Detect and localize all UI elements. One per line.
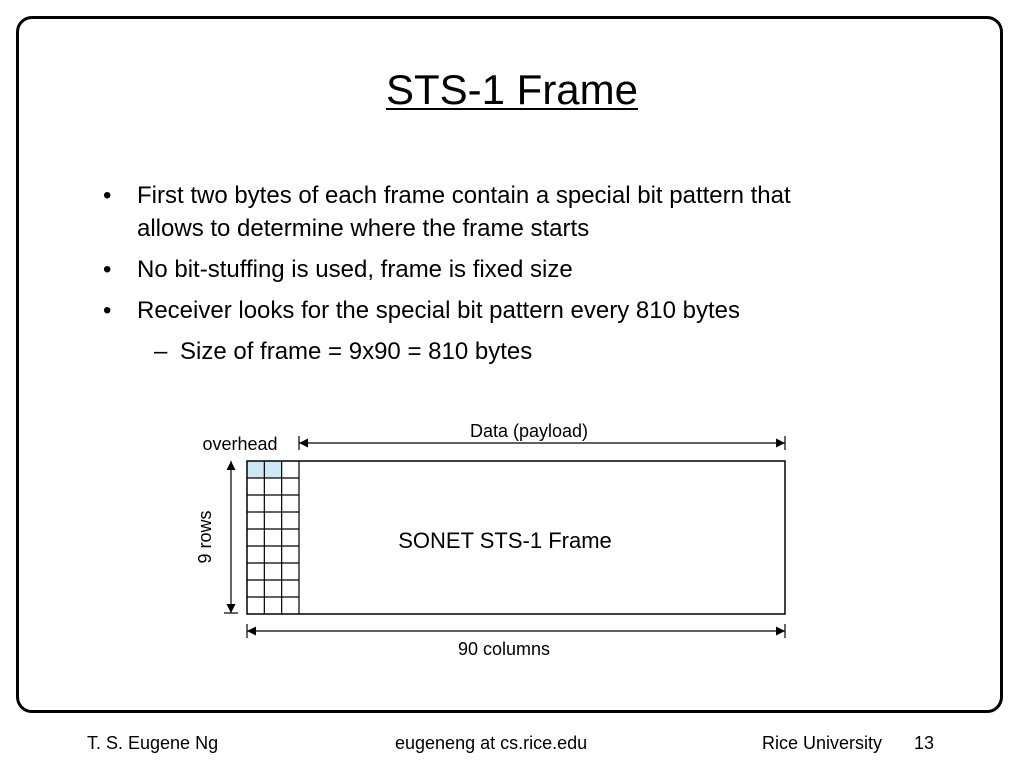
bullet-dot-icon: • bbox=[103, 297, 112, 324]
payload-label: Data (payload) bbox=[469, 421, 589, 441]
overhead-grid bbox=[247, 461, 299, 614]
footer-institution: Rice University bbox=[762, 733, 883, 753]
framing-byte-cell bbox=[247, 461, 264, 478]
frame-label: SONET STS-1 Frame bbox=[398, 528, 612, 553]
bullet-line: allows to determine where the frame starts bbox=[137, 215, 590, 242]
overhead-label: overhead bbox=[202, 434, 278, 454]
slide-title: STS-1 Frame bbox=[385, 66, 639, 113]
bullet-line: No bit-stuffing is used, frame is fixed size bbox=[137, 256, 573, 283]
bullet-dot-icon: • bbox=[103, 182, 112, 209]
sub-bullet-text: Size of frame = 9x90 = 810 bytes bbox=[180, 338, 533, 365]
framing-byte-cell bbox=[264, 461, 281, 478]
bullet-dot-icon: • bbox=[103, 256, 112, 283]
bullet-line: First two bytes of each frame contain a special bit pattern that bbox=[137, 182, 791, 209]
bullet-line: Receiver looks for the special bit pattern every 810 bytes bbox=[137, 297, 740, 324]
dash-icon: – bbox=[154, 338, 168, 365]
footer-author: T. S. Eugene Ng bbox=[87, 733, 219, 753]
rows-label: 9 rows bbox=[195, 510, 215, 564]
footer-page-number: 13 bbox=[914, 733, 935, 753]
columns-label: 90 columns bbox=[457, 639, 551, 659]
footer-email: eugeneng at cs.rice.edu bbox=[395, 733, 588, 753]
